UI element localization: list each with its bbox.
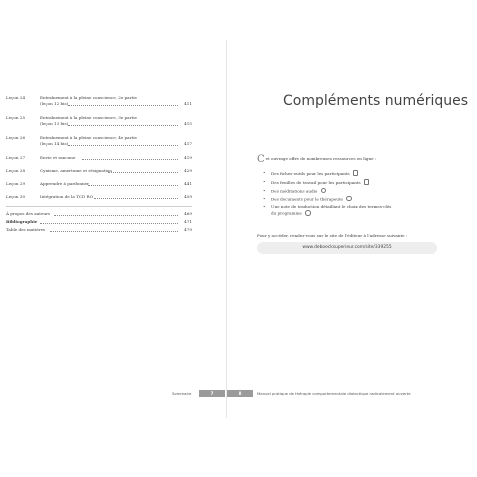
- page-number-left: 7: [199, 390, 225, 397]
- toc-lesson-label: Leçon 30: [6, 194, 26, 199]
- toc-backmatter-title: Table des matières: [6, 227, 46, 232]
- left-page: [0, 0, 226, 477]
- toc-row-lesson-29[interactable]: [6, 181, 192, 187]
- edit-sheet-icon: [364, 179, 369, 185]
- document-icon: [353, 170, 358, 176]
- toc-row-lesson-25[interactable]: [6, 115, 192, 127]
- toc-separator: [6, 206, 192, 207]
- page-title: Compléments numériques: [283, 93, 469, 109]
- audio-icon: [321, 188, 327, 194]
- intro-paragraph: Cet ouvrage offre de nombreuses ressources en ligne :: [257, 154, 377, 165]
- toc-lesson-title: Envie et rancune: [40, 155, 76, 160]
- toc-leader-dots: [50, 231, 178, 232]
- page-number-right: 8: [227, 390, 253, 397]
- toc-leader-dots: [68, 145, 178, 146]
- toc-leader-dots: [82, 159, 178, 160]
- toc-page-number: 441: [184, 181, 192, 186]
- toc-row-about-authors[interactable]: [6, 211, 192, 217]
- toc-lesson-label: Leçon 27: [6, 155, 26, 160]
- list-item: • Des documents pour le thérapeute: [263, 196, 443, 203]
- footer-book-title: Manuel pratique de thérapie comportementale dialectique radicalement ouverte: [257, 391, 411, 396]
- toc-page-number: 419: [184, 155, 192, 160]
- toc-lesson-title: Entraînement à la pleine conscience, 4e partie (leçon 14 bis): [40, 135, 137, 146]
- toc-backmatter-title: Bibliographie: [6, 219, 38, 224]
- toc-page-number: 415: [184, 121, 192, 126]
- drop-cap: C: [257, 154, 265, 165]
- toc-lesson-label: Leçon 24: [6, 95, 26, 100]
- access-instructions: Pour y accéder, rendez-vous sur le site de l'éditeur à l'adresse suivante :: [257, 233, 408, 238]
- toc-leader-dots: [94, 198, 178, 199]
- toc-page-number: 459: [184, 194, 192, 199]
- toc-leader-dots: [68, 125, 178, 126]
- toc-backmatter-title: À propos des auteurs: [6, 211, 51, 216]
- toc-leader-dots: [68, 105, 178, 106]
- toc-row-lesson-24[interactable]: [6, 95, 192, 107]
- list-item: • Des fiches-outils pour les participants: [263, 170, 443, 177]
- toc-lesson-title: Intégration de la TCD RO: [40, 194, 93, 199]
- toc-row-lesson-26[interactable]: [6, 135, 192, 147]
- toc-row-table-of-contents[interactable]: [6, 227, 192, 233]
- list-item: • Une note de traduction détaillant le choix des termes-clés du programme: [263, 204, 443, 217]
- toc-lesson-label: Leçon 25: [6, 115, 26, 120]
- toc-lesson-label: Leçon 29: [6, 181, 26, 186]
- resource-url-link[interactable]: www.deboecksuperieur.com/site/339255: [257, 242, 437, 254]
- list-item: • Des feuilles de travail pour les participants: [263, 179, 443, 186]
- toc-lesson-label: Leçon 26: [6, 135, 26, 140]
- toc-lesson-title: Entraînement à la pleine conscience, 2e partie (leçon 12 bis): [40, 95, 137, 106]
- toc-page-number: 429: [184, 168, 192, 173]
- toc-leader-dots: [108, 172, 178, 173]
- list-item: • Des méditations audio: [263, 188, 443, 195]
- toc-page-number: 471: [184, 219, 192, 224]
- toc-row-lesson-28[interactable]: [6, 168, 192, 174]
- toc-lesson-title: Cynisme, amertume et résignation: [40, 168, 112, 173]
- toc-lesson-title: Apprendre à pardonner: [40, 181, 90, 186]
- translation-note-icon: [305, 210, 311, 216]
- resources-list: [263, 170, 443, 218]
- right-page: [227, 0, 477, 477]
- footer-section-label: Sommaire: [172, 391, 192, 396]
- toc-row-lesson-27[interactable]: [6, 155, 192, 161]
- toc-page-number: 479: [184, 227, 192, 232]
- toc-page-number: 417: [184, 141, 192, 146]
- toc-row-bibliography[interactable]: [6, 219, 192, 225]
- toc-lesson-label: Leçon 28: [6, 168, 26, 173]
- toc-leader-dots: [40, 223, 178, 224]
- toc-page-number: 411: [184, 101, 192, 106]
- toc-leader-dots: [54, 215, 178, 216]
- therapist-doc-icon: [346, 196, 352, 202]
- toc-page-number: 469: [184, 211, 192, 216]
- toc-row-lesson-30[interactable]: [6, 194, 192, 200]
- toc-lesson-title: Entraînement à la pleine conscience, 3e partie (leçon 13 bis): [40, 115, 137, 126]
- toc-leader-dots: [88, 185, 178, 186]
